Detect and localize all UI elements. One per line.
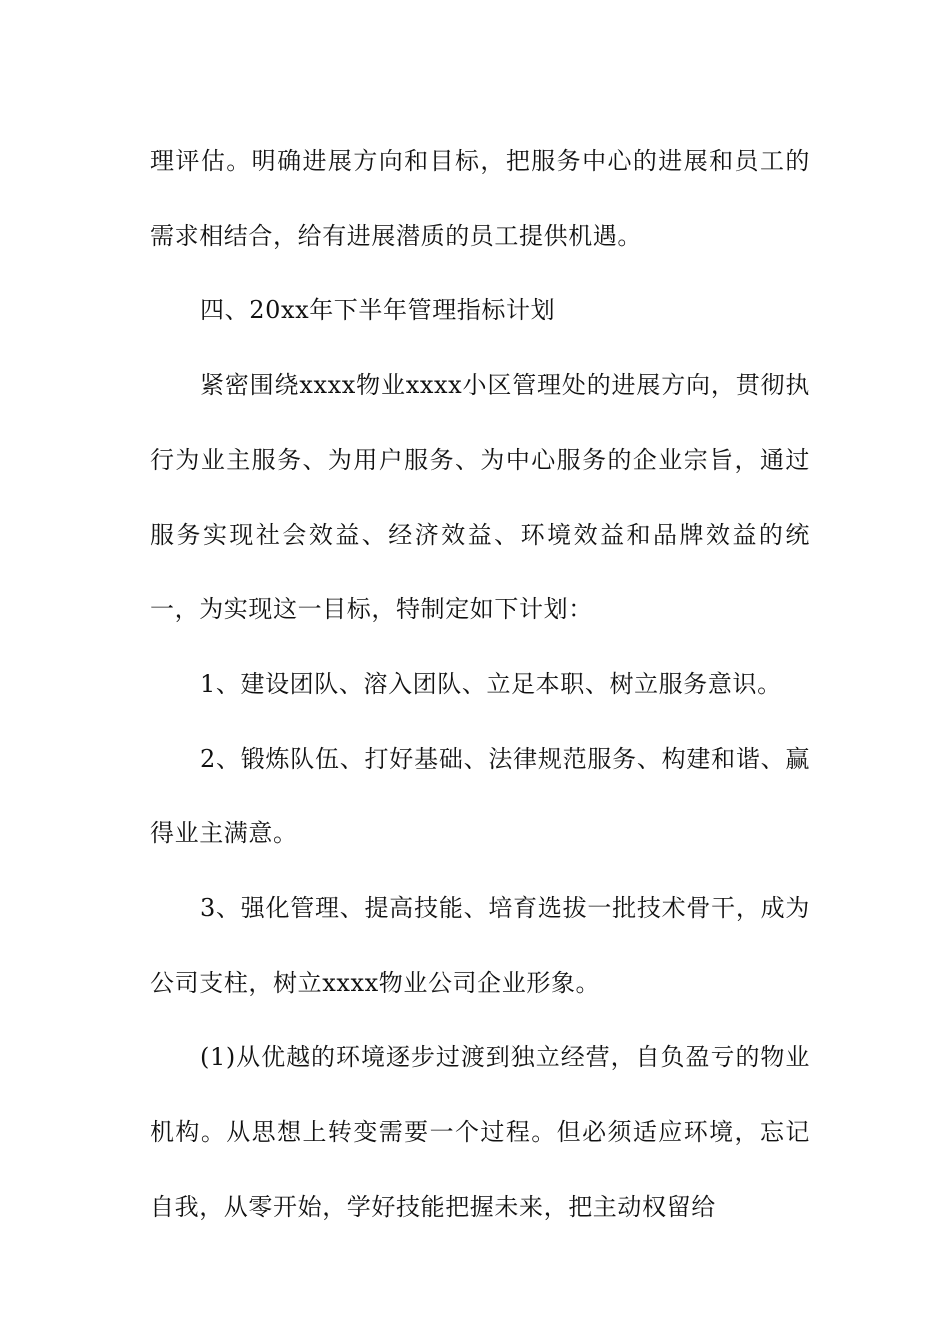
document-body: [150, 124, 810, 1245]
section-heading-management-plan: 四、20xx年下半年管理指标计划: [200, 296, 556, 325]
list-item-2: 2、锻炼队伍、打好基础、法律规范服务、构建和谐、赢得业主满意。: [150, 744, 810, 848]
paragraph-service-goal: 紧密围绕xxxx物业xxxx小区管理处的进展方向，贯彻执行为业主服务、为用户服务、为中心服务的企业宗旨，通过服务实现社会效益、经济效益、环境效益和品牌效益的统一，为实现这一目标，特制定如下计划：: [150, 371, 810, 624]
sub-item-1: (1)从优越的环境逐步过渡到独立经营，自负盈亏的物业机构。从思想上转变需要一个过程。但必须适应环境，忘记自我，从零开始，学好技能把握未来，把主动权留给: [150, 1043, 810, 1221]
list-item-1: 1、建设团队、溶入团队、立足本职、树立服务意识。: [200, 669, 782, 698]
paragraph-evaluation: 理评估。明确进展方向和目标，把服务中心的进展和员工的需求相结合，给有进展潜质的员工提供机遇。: [150, 147, 810, 250]
list-item-3: 3、强化管理、提高技能、培育选拔一批技术骨干，成为公司支柱，树立xxxx物业公司企业形象。: [150, 894, 810, 997]
